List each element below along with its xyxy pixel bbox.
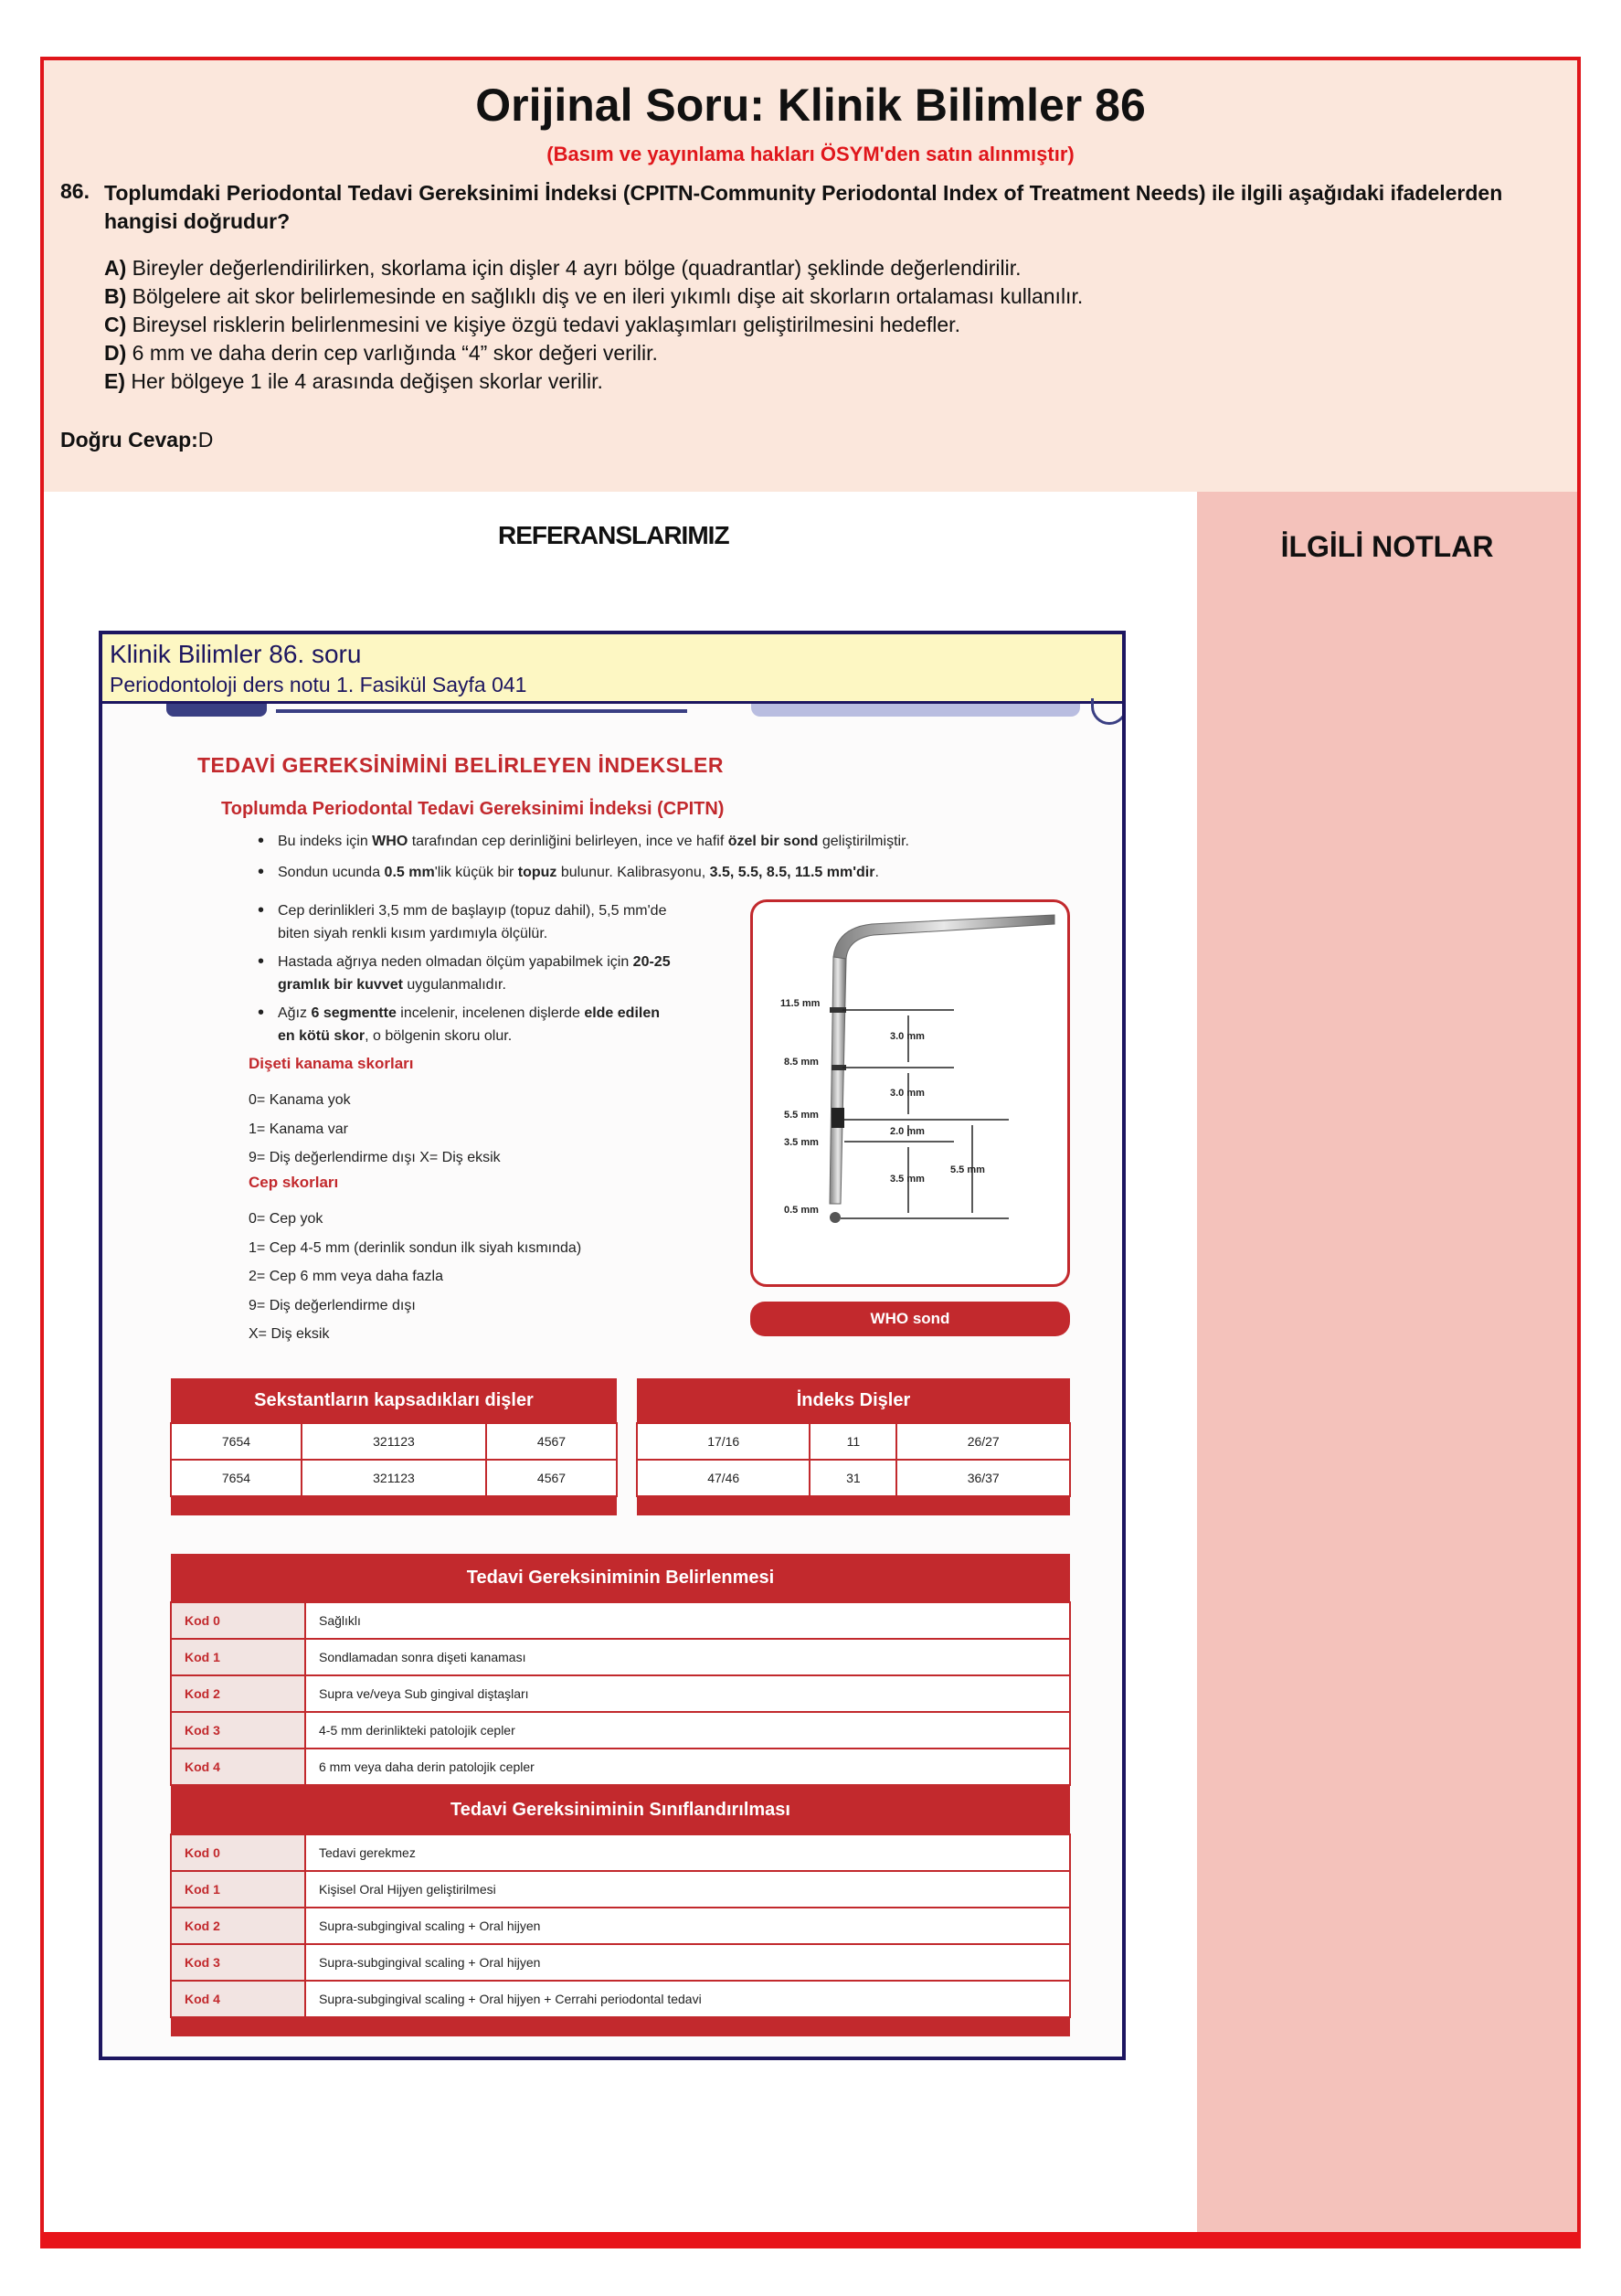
- answer-label: Doğru Cevap:: [60, 428, 198, 452]
- code-cell: Kod 2: [171, 1908, 305, 1944]
- list-item: 0= Cep yok: [249, 1211, 323, 1227]
- document-heading: TEDAVİ GEREKSİNİMİNİ BELİRLEYEN İNDEKSLER: [197, 753, 724, 777]
- caption-title: Klinik Bilimler 86. soru: [110, 640, 362, 668]
- answer-value: D: [197, 428, 214, 452]
- copyright-note: (Basım ve yayınlama hakları ÖSYM'den satın alınmıştır): [546, 143, 1075, 165]
- probe-mark: 0.5 mm: [784, 1205, 819, 1216]
- code-cell: Kod 3: [171, 1712, 305, 1749]
- option-text: Her bölgeye 1 ile 4 arasında değişen skorlar verilir.: [125, 369, 603, 393]
- table-title: İndeks Dişler: [637, 1378, 1070, 1423]
- text-bold: özel bir sond: [727, 834, 819, 849]
- references-title: REFERANSLARIMIZ: [498, 521, 729, 549]
- probe-label: WHO sond: [750, 1302, 1070, 1336]
- text: .: [874, 865, 879, 880]
- text: Ağız: [278, 1005, 312, 1021]
- option-text: 6 mm ve daha derin cep varlığında “4” skor değeri verilir.: [126, 341, 658, 365]
- list-item: 1= Kanama var: [249, 1121, 348, 1137]
- description-cell: Sondlamadan sonra dişeti kanaması: [305, 1639, 1070, 1675]
- table-title: Tedavi Gereksiniminin Belirlenmesi: [171, 1554, 1070, 1602]
- list-item: 1= Cep 4-5 mm (derinlik sondun ilk siyah kısmında): [249, 1239, 582, 1256]
- description-cell: Supra-subgingival scaling + Oral hijyen + Cerrahi periodontal tedavi: [305, 1981, 1070, 2017]
- text: biten siyah renkli kısım yardımıyla ölçülür.: [278, 926, 548, 941]
- table-cell: 11: [810, 1423, 896, 1460]
- caption-source: Periodontoloji ders notu 1. Fasikül Sayfa 041: [110, 673, 527, 696]
- table-title: Sekstantların kapsadıkları dişler: [171, 1378, 617, 1423]
- description-cell: 6 mm veya daha derin patolojik cepler: [305, 1749, 1070, 1785]
- list-item: 0= Kanama yok: [249, 1092, 351, 1108]
- text-bold: topuz: [517, 865, 557, 880]
- text-bold: en kötü skor: [278, 1028, 366, 1044]
- description-cell: 4-5 mm derinlikteki patolojik cepler: [305, 1712, 1070, 1749]
- list-item: 9= Diş değerlendirme dışı: [249, 1297, 416, 1313]
- text-bold: 0.5 mm: [384, 865, 435, 880]
- code-cell: Kod 0: [171, 1834, 305, 1871]
- page-frame: [40, 57, 1581, 2247]
- code-cell: Kod 1: [171, 1639, 305, 1675]
- probe-gap: 2.0 mm: [890, 1126, 925, 1137]
- option-text: Bireysel risklerin belirlenmesini ve kişiye özgü tedavi yaklaşımları geliştirilmesini hedefler.: [126, 313, 960, 336]
- list-item: 2= Cep 6 mm veya daha fazla: [249, 1269, 444, 1284]
- probe-gap: 3.5 mm: [890, 1174, 925, 1185]
- text: tarafından cep derinliğini belirleyen, ince ve hafif: [408, 834, 728, 849]
- table-title: Tedavi Gereksiniminin Sınıflandırılması: [171, 1785, 1070, 1834]
- code-cell: Kod 1: [171, 1871, 305, 1908]
- table-cell: 4567: [486, 1423, 617, 1460]
- text: incelenir, incelenen dişlerde: [396, 1005, 585, 1021]
- bottom-bar: [40, 2232, 1581, 2248]
- option-letter: D): [104, 341, 127, 365]
- probe-mark: 3.5 mm: [784, 1137, 819, 1148]
- notes-title: İLGİLİ NOTLAR: [1280, 530, 1494, 563]
- list-item: 9= Diş değerlendirme dışı X= Diş eksik: [249, 1150, 501, 1165]
- table-cell: 26/27: [896, 1423, 1070, 1460]
- text-bold: 3.5, 5.5, 8.5, 11.5 mm'dir: [709, 865, 875, 880]
- option-letter: C): [104, 313, 127, 336]
- text-bold: 20-25: [632, 954, 671, 970]
- description-cell: Kişisel Oral Hijyen geliştirilmesi: [305, 1871, 1070, 1908]
- table-cell: 47/46: [637, 1460, 810, 1496]
- table-cell: 31: [810, 1460, 896, 1496]
- probe-mark: 11.5 mm: [780, 998, 821, 1009]
- description-cell: Supra-subgingival scaling + Oral hijyen: [305, 1944, 1070, 1981]
- probe-mark: 8.5 mm: [784, 1057, 819, 1068]
- text: 'lik küçük bir: [434, 865, 518, 880]
- code-cell: Kod 0: [171, 1602, 305, 1639]
- description-cell: Sağlıklı: [305, 1602, 1070, 1639]
- table-cell: 7654: [171, 1460, 302, 1496]
- text: Hastada ağrıya neden olmadan ölçüm yapabilmek için: [278, 954, 633, 970]
- table-cell: 7654: [171, 1423, 302, 1460]
- document-subheading: Toplumda Periodontal Tedavi Gereksinimi İndeksi (CPITN): [221, 799, 725, 819]
- option-letter: E): [104, 369, 125, 393]
- table-cell: 4567: [486, 1460, 617, 1496]
- description-cell: Supra-subgingival scaling + Oral hijyen: [305, 1908, 1070, 1944]
- code-cell: Kod 4: [171, 1981, 305, 2017]
- option-text: Bölgelere ait skor belirlemesinde en sağlıklı diş ve en ileri yıkımlı dişe ait skorların ortalaması kullanılır.: [126, 284, 1084, 308]
- text: bulunur. Kalibrasyonu,: [556, 865, 710, 880]
- list-item: X= Diş eksik: [249, 1326, 330, 1342]
- description-cell: Tedavi gerekmez: [305, 1834, 1070, 1871]
- option-letter: A): [104, 256, 127, 280]
- text: Bu indeks için: [278, 834, 373, 849]
- question-number: 86.: [60, 179, 90, 203]
- probe-mark: 5.5 mm: [784, 1110, 819, 1121]
- probe-gap: 5.5 mm: [950, 1164, 985, 1175]
- option-text: Bireyler değerlendirilirken, skorlama için dişler 4 ayrı bölge (quadrantlar) şeklinde değerlendirilir.: [126, 256, 1022, 280]
- code-cell: Kod 2: [171, 1675, 305, 1712]
- text: • Cep derinlikleri 3,5 mm de başlayıp (topuz dahil), 5,5 mm'de: [278, 903, 667, 919]
- code-cell: Kod 3: [171, 1944, 305, 1981]
- text-bold: elde edilen: [584, 1005, 661, 1021]
- page-title: Orijinal Soru: Klinik Bilimler 86: [475, 80, 1146, 131]
- probe-gap: 3.0 mm: [890, 1088, 925, 1099]
- table-cell: 36/37: [896, 1460, 1070, 1496]
- code-cell: Kod 4: [171, 1749, 305, 1785]
- text: geliştirilmiştir.: [818, 834, 909, 849]
- bleeding-scores-title: Dişeti kanama skorları: [249, 1055, 414, 1072]
- table-cell: 17/16: [637, 1423, 810, 1460]
- text-bold: gramlık bir kuvvet: [278, 977, 403, 993]
- text-bold: 6 segmentte: [311, 1005, 397, 1021]
- table-cell: 321123: [302, 1423, 486, 1460]
- question-text: Toplumdaki Periodontal Tedavi Gereksinimi İndeksi (CPITN-Community Periodontal Index of Treatment Needs) ile ilgili aşağıdaki ifadelerden hangisi doğrudur?: [104, 181, 1503, 233]
- option-letter: B): [104, 284, 127, 308]
- pocket-scores-title: Cep skorları: [249, 1174, 339, 1191]
- text-bold: WHO: [372, 834, 408, 849]
- description-cell: Supra ve/veya Sub gingival diştaşları: [305, 1675, 1070, 1712]
- text: Sondun ucunda: [278, 865, 385, 880]
- text: , o bölgenin skoru olur.: [365, 1028, 513, 1044]
- table-cell: 321123: [302, 1460, 486, 1496]
- text: uygulanmalıdır.: [402, 977, 506, 993]
- probe-gap: 3.0 mm: [890, 1031, 925, 1042]
